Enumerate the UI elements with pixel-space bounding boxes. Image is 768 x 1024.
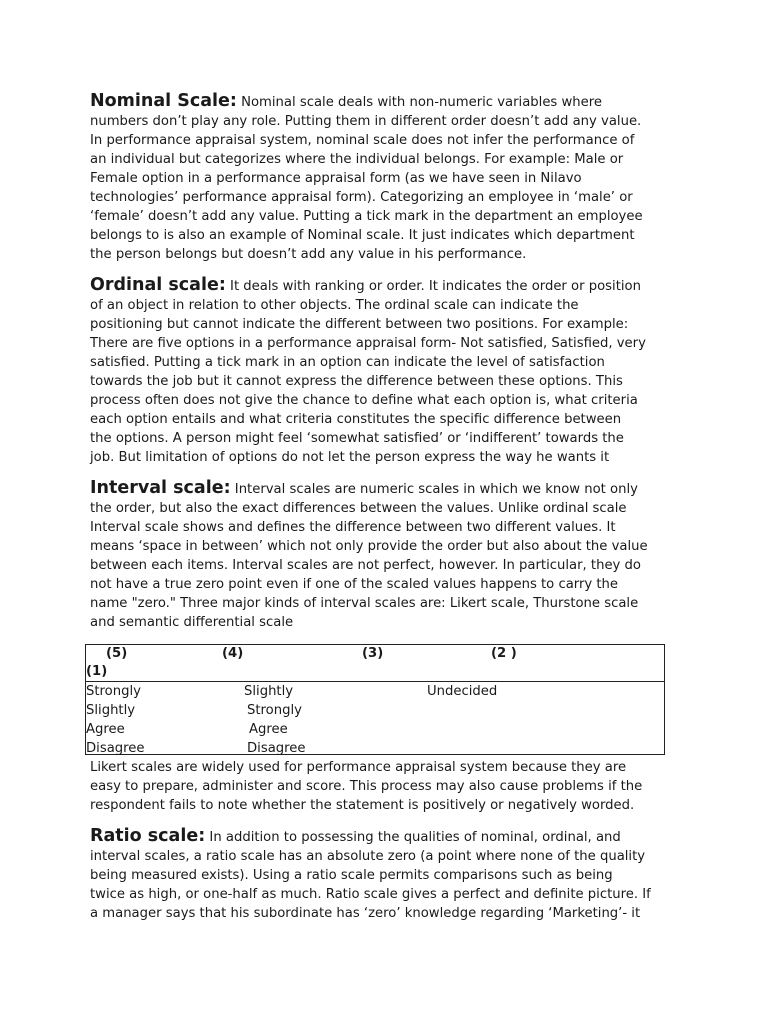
likert-cell: Strongly bbox=[247, 703, 302, 718]
interval-first-line bbox=[90, 479, 676, 499]
ratio-line: a manager says that his subordinate has ‘zero’ knowledge regarding ‘Marketing’- it bbox=[90, 906, 641, 921]
likert-column-strongly-agree bbox=[86, 682, 145, 758]
nominal-line: In performance appraisal system, nominal scale does not infer the performance of bbox=[90, 133, 635, 148]
likert-cell: Undecided bbox=[427, 684, 498, 699]
nominal-heading: Nominal Scale: bbox=[90, 91, 237, 111]
likert-note-line: respondent fails to note whether the statement is positively or negatively worded. bbox=[90, 798, 635, 813]
ordinal-line: satisfied. Putting a tick mark in an option can indicate the level of satisfaction bbox=[90, 355, 605, 370]
nominal-paragraph bbox=[90, 92, 676, 264]
likert-cell: Agree bbox=[86, 722, 125, 737]
ordinal-line: towards the job but it cannot express the difference between these options. This bbox=[90, 374, 623, 389]
nominal-line: belongs to is also an example of Nominal scale. It just indicates which department bbox=[90, 228, 635, 243]
likert-table bbox=[85, 644, 665, 755]
interval-line: name "zero." Three major kinds of interval scales are: Likert scale, Thurstone scale bbox=[90, 596, 639, 611]
ordinal-heading: Ordinal scale: bbox=[90, 275, 226, 295]
document-page bbox=[86, 91, 676, 935]
likert-header-5: (5) bbox=[106, 646, 128, 661]
likert-header-1: (1) bbox=[86, 664, 108, 679]
likert-table-body bbox=[86, 682, 665, 755]
likert-cell: Strongly bbox=[86, 684, 141, 699]
likert-cell: Agree bbox=[249, 722, 288, 737]
ratio-line: being measured exists). Using a ratio scale permits comparisons such as being bbox=[90, 868, 613, 883]
ratio-heading: Ratio scale: bbox=[90, 826, 206, 846]
ordinal-line: the options. A person might feel ‘somewhat satisfied’ or ‘indifferent’ towards the bbox=[90, 431, 624, 446]
ordinal-line: process often does not give the chance to define what each option is, what criteria bbox=[90, 393, 638, 408]
nominal-line-0: Nominal scale deals with non-numeric variables where bbox=[236, 95, 602, 110]
likert-column-slightly bbox=[244, 682, 306, 758]
nominal-first-line bbox=[90, 92, 676, 112]
nominal-line: the person belongs but doesn’t add any value in his performance. bbox=[90, 247, 527, 262]
ordinal-line: each option entails and what criteria constitutes the specific difference between bbox=[90, 412, 622, 427]
ratio-paragraph bbox=[90, 827, 676, 923]
likert-note-paragraph bbox=[90, 758, 676, 815]
likert-cell: Disagree bbox=[247, 741, 306, 756]
interval-heading: Interval scale: bbox=[90, 478, 231, 498]
interval-line: the order, but also the exact differences between the values. Unlike ordinal scale bbox=[90, 501, 627, 516]
likert-column-undecided bbox=[427, 682, 497, 701]
ordinal-line: There are five options in a performance appraisal form- Not satisfied, Satisfied, very bbox=[90, 336, 646, 351]
likert-cell: Disagree bbox=[86, 741, 145, 756]
ratio-line-0: In addition to possessing the qualities of nominal, ordinal, and bbox=[205, 830, 621, 845]
likert-header-3: (3) bbox=[362, 646, 384, 661]
likert-cell: Slightly bbox=[244, 684, 294, 699]
nominal-line: numbers don’t play any role. Putting them in different order doesn’t add any value. bbox=[90, 114, 642, 129]
ordinal-line: of an object in relation to other objects. The ordinal scale can indicate the bbox=[90, 298, 579, 313]
ordinal-line: positioning but cannot indicate the different between two positions. For example: bbox=[90, 317, 629, 332]
ratio-line: interval scales, a ratio scale has an absolute zero (a point where none of the quality bbox=[90, 849, 646, 864]
ordinal-line-0: It deals with ranking or order. It indicates the order or position bbox=[225, 279, 641, 294]
ratio-first-line bbox=[90, 827, 676, 847]
ordinal-line: job. But limitation of options do not let the person express the way he wants it bbox=[90, 450, 610, 465]
interval-paragraph bbox=[90, 479, 676, 632]
likert-header-2: (2 ) bbox=[491, 646, 517, 661]
interval-line: between each items. Interval scales are not perfect, however. In particular, they do bbox=[90, 558, 641, 573]
interval-line: means ‘space in between’ which not only provide the order but also about the value bbox=[90, 539, 648, 554]
nominal-line: technologies’ performance appraisal form). Categorizing an employee in ‘male’ or bbox=[90, 190, 633, 205]
interval-line-0: Interval scales are numeric scales in which we know not only bbox=[230, 482, 638, 497]
likert-header-4: (4) bbox=[222, 646, 244, 661]
ordinal-paragraph bbox=[90, 276, 676, 467]
nominal-line: Female option in a performance appraisal form (as we have seen in Nilavo bbox=[90, 171, 582, 186]
ordinal-first-line bbox=[90, 276, 676, 296]
interval-line: Interval scale shows and defines the difference between two different values. It bbox=[90, 520, 616, 535]
interval-line: not have a true zero point even if one of the scaled values happens to carry the bbox=[90, 577, 619, 592]
nominal-line: an individual but categorizes where the individual belongs. For example: Male or bbox=[90, 152, 624, 167]
nominal-line: ‘female’ doesn’t add any value. Putting a tick mark in the department an employee bbox=[90, 209, 643, 224]
likert-note-line: easy to prepare, administer and score. This process may also cause problems if the bbox=[90, 779, 643, 794]
interval-line: and semantic differential scale bbox=[90, 615, 294, 630]
likert-table-header bbox=[86, 645, 665, 682]
likert-note-line: Likert scales are widely used for performance appraisal system because they are bbox=[90, 760, 627, 775]
likert-cell: Slightly bbox=[86, 703, 136, 718]
ratio-line: twice as high, or one-half as much. Ratio scale gives a perfect and definite picture. If bbox=[90, 887, 651, 902]
